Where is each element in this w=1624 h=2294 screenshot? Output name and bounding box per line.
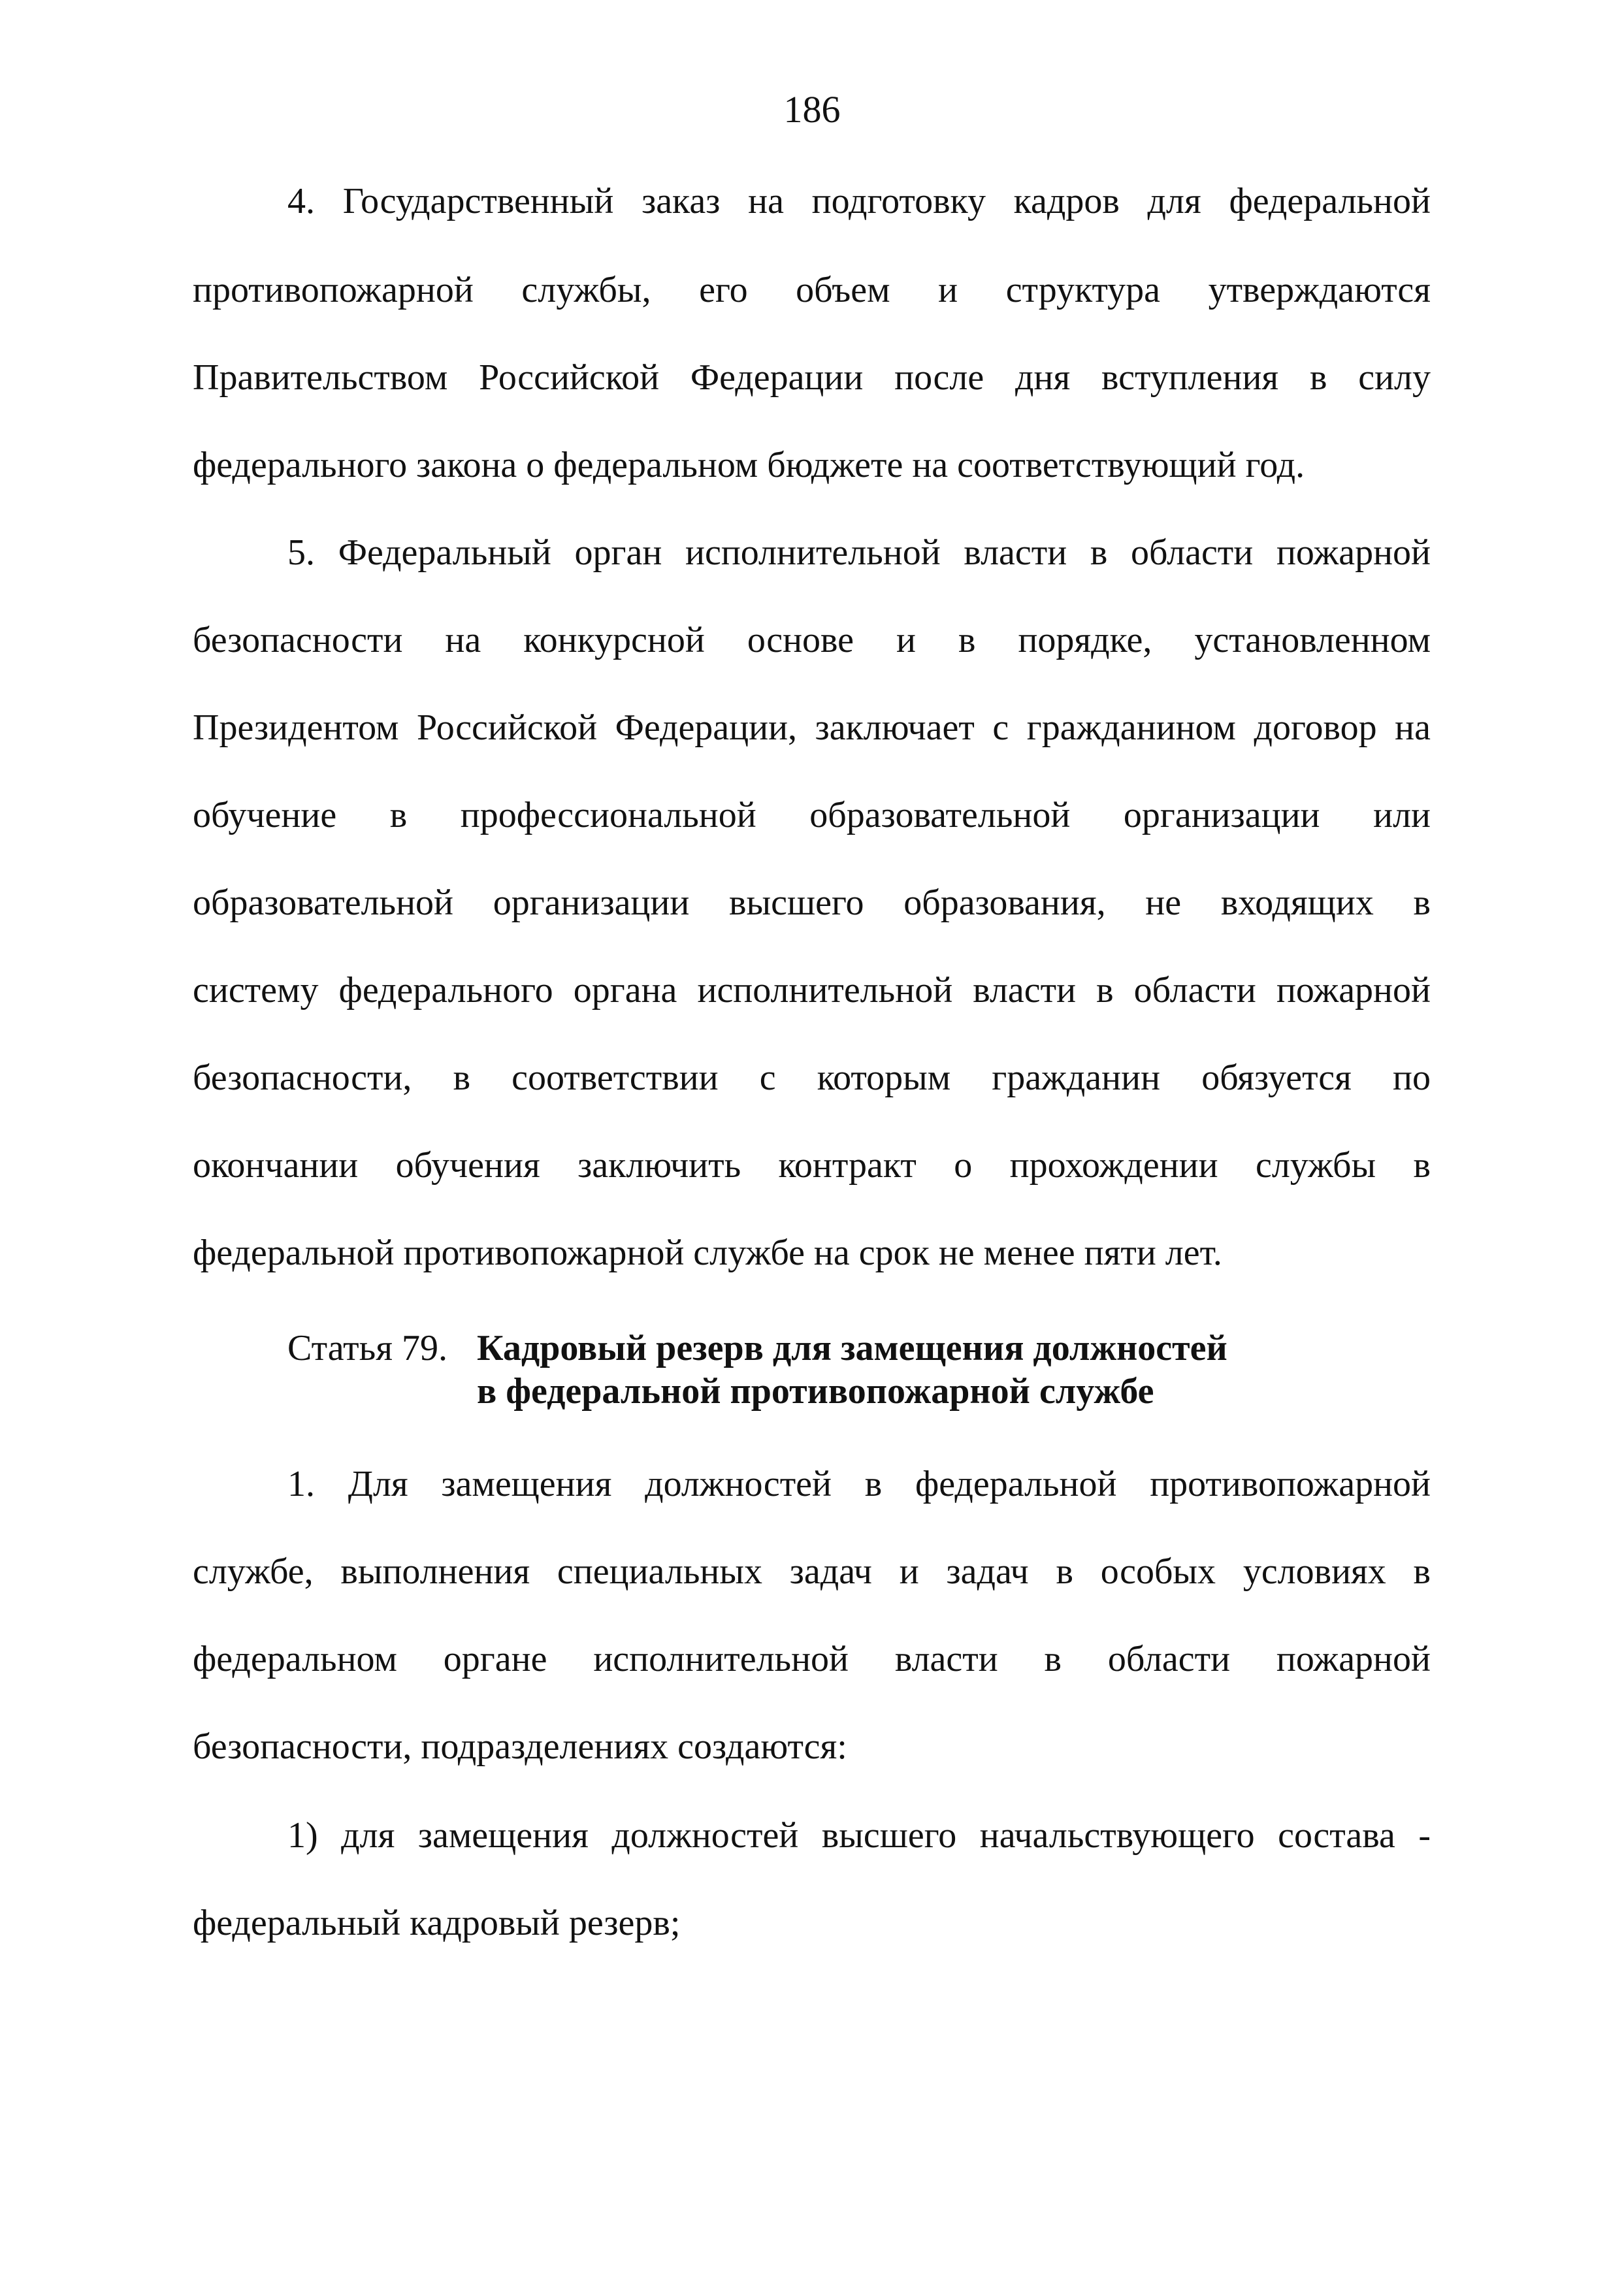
text-line: федерального закона о федеральном бюджете на соответствующий год. [193, 445, 1305, 485]
text-line: окончании обучения заключить контракт о прохождении службы в [193, 1145, 1431, 1186]
text-line: обучение в профессиональной образовательной организации или [193, 795, 1431, 835]
text-line: образовательной организации высшего образования, не входящих в [193, 882, 1431, 923]
page-number: 186 [783, 88, 841, 131]
text-line: федеральный кадровый резерв; [193, 1903, 681, 1943]
text-line: безопасности на конкурсной основе и в порядке, установленном [193, 620, 1431, 660]
article-number: Статья 79. [287, 1328, 447, 1368]
text-line: безопасности, подразделениях создаются: [193, 1726, 847, 1767]
text-line: 1) для замещения должностей высшего начальствующего состава - [287, 1815, 1431, 1856]
text-line: Правительством Российской Федерации после дня вступления в силу [193, 357, 1431, 398]
text-line: 5. Федеральный орган исполнительной власти в области пожарной [287, 532, 1431, 573]
text-line: противопожарной службы, его объем и структура утверждаются [193, 270, 1431, 310]
text-line: 1. Для замещения должностей в федеральной противопожарной [287, 1464, 1431, 1504]
text-line: 4. Государственный заказ на подготовку кадров для федеральной [287, 181, 1431, 221]
text-line: Президентом Российской Федерации, заключает с гражданином договор на [193, 707, 1431, 748]
article-title-line: Кадровый резерв для замещения должностей [477, 1328, 1227, 1368]
article-title-line: в федеральной противопожарной службе [477, 1371, 1154, 1412]
text-line: службе, выполнения специальных задач и задач в особых условиях в [193, 1551, 1431, 1592]
text-line: федеральной противопожарной службе на срок не менее пяти лет. [193, 1233, 1222, 1273]
text-line: федеральном органе исполнительной власти в области пожарной [193, 1639, 1431, 1679]
text-line: безопасности, в соответствии с которым гражданин обязуется по [193, 1058, 1431, 1098]
text-line: систему федерального органа исполнительной власти в области пожарной [193, 970, 1431, 1010]
